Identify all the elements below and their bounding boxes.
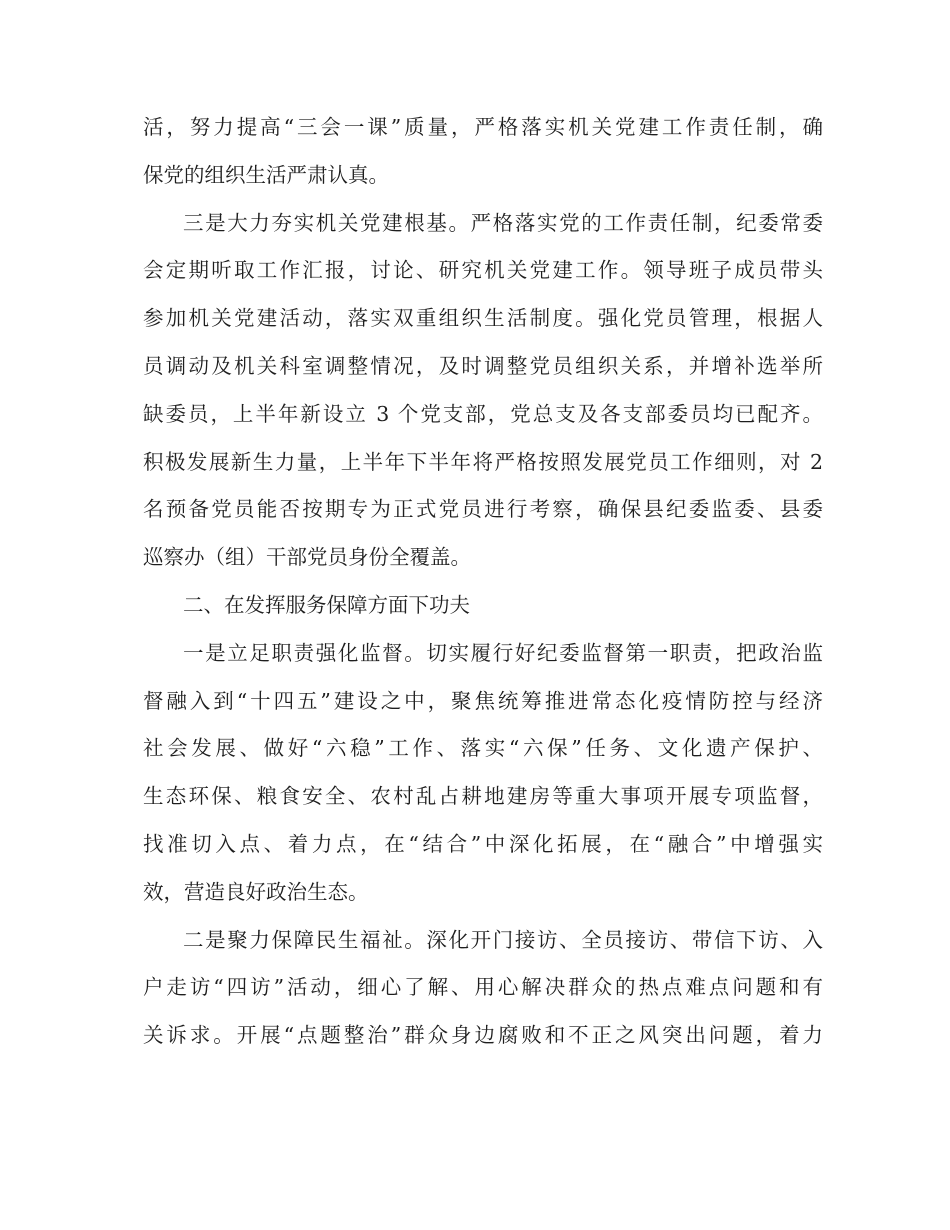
text-line: 督融入到“十四五”建设之中，聚焦统筹推进常态化疫情防控与经济 [143,688,823,713]
text-line: 二是聚力保障民生福祉。深化开门接访、全员接访、带信下访、入 [183,927,823,952]
text-line: 找准切入点、着力点，在“结合”中深化拓展，在“融合”中增强实 [143,831,823,856]
text-line: 一是立足职责强化监督。切实履行好纪委监督第一职责，把政治监 [183,640,823,665]
body-text [143,104,823,1060]
text-line: 效，营造良好政治生态。 [143,879,369,904]
text-line: 社会发展、做好“六稳”工作、落实“六保”任务、文化遗产保护、 [143,736,823,761]
text-line: 积极发展新生力量，上半年下半年将严格按照发展党员工作细则，对 2 [143,449,823,474]
text-line: 巡察办（组）干部党员身份全覆盖。 [143,545,471,570]
text-line: 活，努力提高“三会一课”质量，严格落实机关党建工作责任制，确 [143,115,823,139]
text-line: 参加机关党建活动，落实双重组织生活制度。强化党员管理，根据人 [143,306,823,331]
text-line: 会定期听取工作汇报，讨论、研究机关党建工作。领导班子成员带头 [143,258,823,283]
text-line: 三是大力夯实机关党建根基。严格落实党的工作责任制，纪委常委 [183,210,823,235]
text-line: 生态环保、粮食安全、农村乱占耕地建房等重大事项开展专项监督， [143,784,823,809]
text-line: 关诉求。开展“点题整治”群众身边腐败和不正之风突出问题，着力 [143,1023,823,1048]
text-line: 二、在发挥服务保障方面下功夫 [183,592,470,617]
text-line: 缺委员，上半年新设立 3 个党支部，党总支及各支部委员均已配齐。 [143,401,823,426]
text-line: 保党的组织生活严肃认真。 [143,162,389,187]
text-line: 名预备党员能否按期专为正式党员进行考察，确保县纪委监委、县委 [143,497,823,522]
text-line: 户走访“四访”活动，细心了解、用心解决群众的热点难点问题和有 [143,975,823,1000]
text-line: 员调动及机关科室调整情况，及时调整党员组织关系，并增补选举所 [143,353,823,378]
